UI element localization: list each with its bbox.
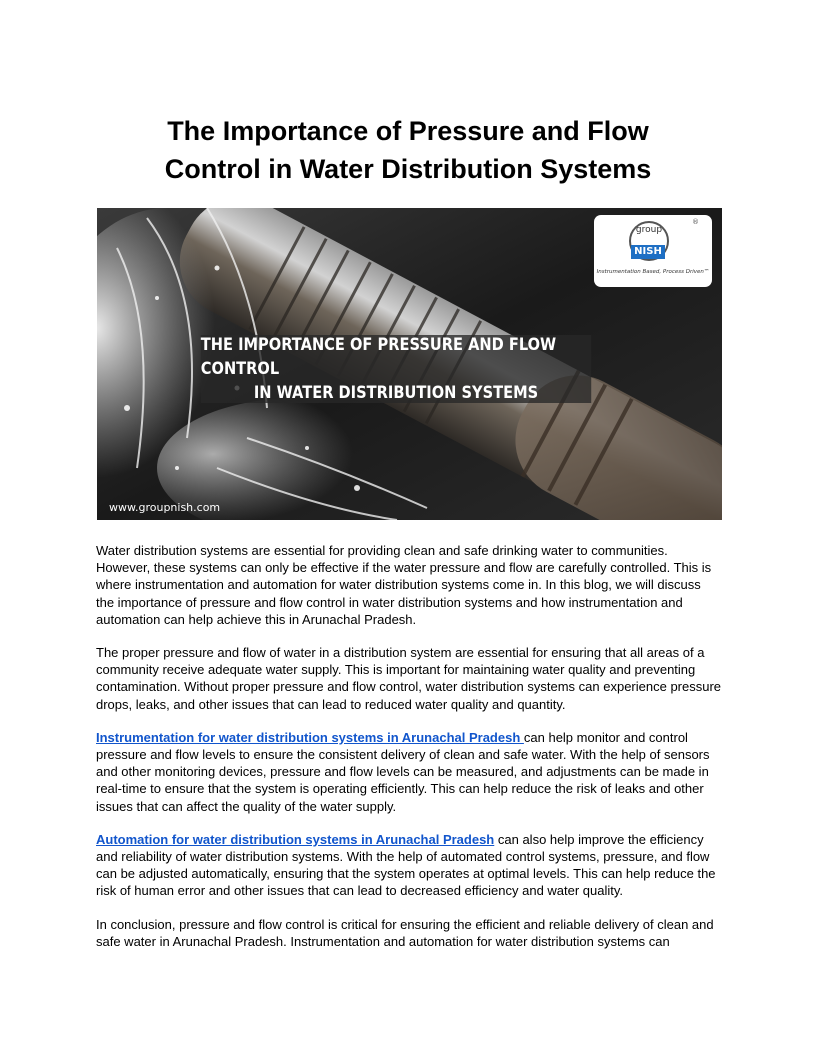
- paragraph-conclusion: In conclusion, pressure and flow control is critical for ensuring the efficient and reliable delivery of clean and safe water in Arunachal Pradesh. Instrumentation and automation for water distribution systems can: [96, 916, 714, 949]
- article-body: [96, 542, 722, 966]
- image-website-caption: www.groupnish.com: [109, 501, 221, 514]
- page-title-line-1: The Importance of Pressure and Flow: [167, 116, 649, 146]
- logo-nish-text: NISH: [631, 245, 665, 259]
- instrumentation-link[interactable]: Instrumentation for water distribution systems in Arunachal Pradesh: [96, 729, 524, 745]
- image-banner: [201, 335, 591, 403]
- banner-line-2: IN WATER DISTRIBUTION SYSTEMS: [253, 383, 539, 403]
- paragraph-intro: Water distribution systems are essential for providing clean and safe drinking water to communities. However, these systems can only be effective if the water pressure and flow are carefully controlled. This is where instrumentation and automation for water distribution systems come in. In this blog, we will discuss the importance of pressure and flow control in water distribution systems and how instrumentation and automation can help achieve this in Arunachal Pradesh.: [96, 543, 712, 627]
- logo-group-text: group: [635, 225, 663, 235]
- logo-tagline: Instrumentation Based, Process Driven™: [596, 269, 710, 275]
- paragraph-automation-text: can also help improve the efficiency and reliability of water distribution systems. With the help of automated control systems, pressure, and flow can be adjusted automatically, ensuring that the system operates at optimal levels. This can help reduce the risk of human error and other issues that can lead to decreased efficiency and water quality.: [96, 831, 716, 899]
- page-title-line-2: Control in Water Distribution Systems: [164, 154, 652, 184]
- automation-link[interactable]: Automation for water distribution systems in Arunachal Pradesh: [96, 831, 495, 847]
- paragraph-automation: [96, 831, 722, 900]
- paragraph-instrumentation: [96, 729, 722, 815]
- groupnish-logo: [594, 215, 712, 287]
- paragraph-pressure-flow: The proper pressure and flow of water in a distribution system are essential for ensuring that all areas of a community receive adequate water supply. This is important for maintaining water quality and preventing contamination. Without proper pressure and flow control, water distribution systems can experience pressure drops, leaks, and other issues that can lead to reduced water quality and quantity.: [96, 645, 722, 712]
- paragraph-instrumentation-text: can help monitor and control pressure and flow levels to ensure the consistent delivery of clean and safe water. With the help of sensors and other monitoring devices, pressure and flow levels can be measured, and adjustments can be made in real-time to ensure that the system is operating efficiently. This can help reduce the risk of leaks and other issues that can affect the quality of the water supply.: [96, 729, 710, 814]
- logo-registered-mark: ®: [692, 218, 699, 226]
- hero-image: [97, 208, 722, 520]
- banner-line-1: THE IMPORTANCE OF PRESSURE AND FLOW CONTROL: [200, 335, 557, 379]
- page-title: [96, 112, 720, 188]
